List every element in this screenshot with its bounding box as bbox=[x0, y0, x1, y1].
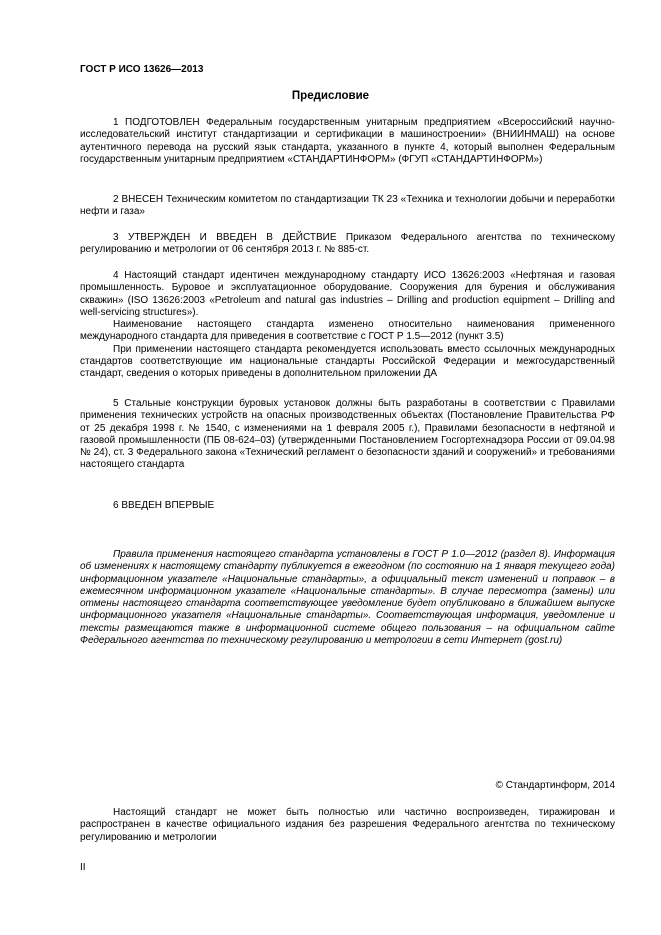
section-1-text: 1 ПОДГОТОВЛЕН Федеральным государственным унитарным предприятием «Всероссийский научно-исследовательский институт стандартизации и сертификации в машиностроении» (ВНИИНМАШ) на основе аутентичного перевода на русский язык стандарта, указанного в пункте 4, который выполнен Федеральным государственным унитарным предприятием «СТАНДАРТИНФОРМ» (ФГУП «СТАНДАРТИНФОРМ») bbox=[80, 117, 615, 165]
section-4-text: 4 Настоящий стандарт идентичен международному стандарту ИСО 13626:2003 «Нефтяная и газовая промышленность. Буровое и эксплуатационное оборудование. Сооружения для бурения и обслуживания скважин» (ISO 13626:2003 «Petroleum and natural gas industries – Drilling and production equipment – Drilling and well-servicing structures»). bbox=[80, 270, 615, 318]
section-2 bbox=[80, 194, 615, 219]
section-1 bbox=[80, 117, 615, 166]
copyright: © Стандартинформ, 2014 bbox=[495, 780, 615, 791]
section-3-text: 3 УТВЕРЖДЕН И ВВЕДЕН В ДЕЙСТВИЕ Приказом Федерального агентства по техническому регулированию и метрологии от 06 сентября 2013 г. № 885-ст. bbox=[80, 232, 615, 256]
section-6-text: 6 ВВЕДЕН ВПЕРВЫЕ bbox=[113, 500, 215, 511]
usage-rules-note: Правила применения настоящего стандарта установлены в ГОСТ Р 1.0—2012 (раздел 8). Информация об изменениях к настоящему стандарту публикуется в ежегодном (по состоянию на 1 января текущего года) информационном указателе «Национальные стандарты», а официальный текст изменений и поправок – в ежемесячном информационном указателе «Национальные стандарты». В случае пересмотра (замены) или отмены настоящего стандарта соответствующее уведомление будет опубликовано в ближайшем выпуске информационного указателя «Национальные стандарты». Соответствующая информация, уведомление и тексты размещаются также в информационной системе общего пользования – на официальном сайте Федерального агентства по техническому регулированию и метрологии в сети Интернет (gost.ru) bbox=[80, 549, 615, 647]
section-2-text: 2 ВНЕСЕН Техническим комитетом по стандартизации ТК 23 «Техника и технологии добычи и переработки нефти и газа» bbox=[80, 194, 615, 218]
section-4 bbox=[80, 270, 615, 381]
section-5 bbox=[80, 398, 615, 472]
section-6 bbox=[80, 500, 615, 512]
page-title: Предисловие bbox=[291, 90, 370, 102]
document-header: ГОСТ Р ИСО 13626—2013 bbox=[80, 64, 204, 75]
section-3 bbox=[80, 232, 615, 257]
section-5-text: 5 Стальные конструкции буровых установок должны быть разработаны в соответствии с Правилами применения технических устройств на опасных производственных объектах (Постановление Правительства РФ от 25 декабря 1998 г. № 1540, с изменениями на 1 февраля 2005 г.), Правилами безопасности в нефтяной и газовой промышленности (ПБ 08-624–03) (утвержденными Постановлением Госгортехнадзора России от 09.04.98 № 24), ст. 3 Федерального закона «Технический регламент о безопасности зданий и сооружений» и требованиями настоящего стандарта bbox=[80, 398, 615, 471]
section-4-paragraph-3: При применении настоящего стандарта рекомендуется использовать вместо ссылочных международных стандартов соответствующие им национальные стандарты Российской Федерации и межгосударственный стандарт, сведения о которых приведены в дополнительном приложении ДА bbox=[80, 343, 615, 380]
reproduction-notice: Настоящий стандарт не может быть полностью или частично воспроизведен, тиражирован и распространен в качестве официального издания без разрешения Федерального агентства по техническому регулированию и метрологии bbox=[80, 807, 615, 843]
page-number: II bbox=[80, 862, 86, 873]
section-4-paragraph-2: Наименование настоящего стандарта изменено относительно наименования примененного международного стандарта для приведения в соответствие с ГОСТ Р 1.5—2012 (пункт 3.5) bbox=[80, 319, 615, 343]
